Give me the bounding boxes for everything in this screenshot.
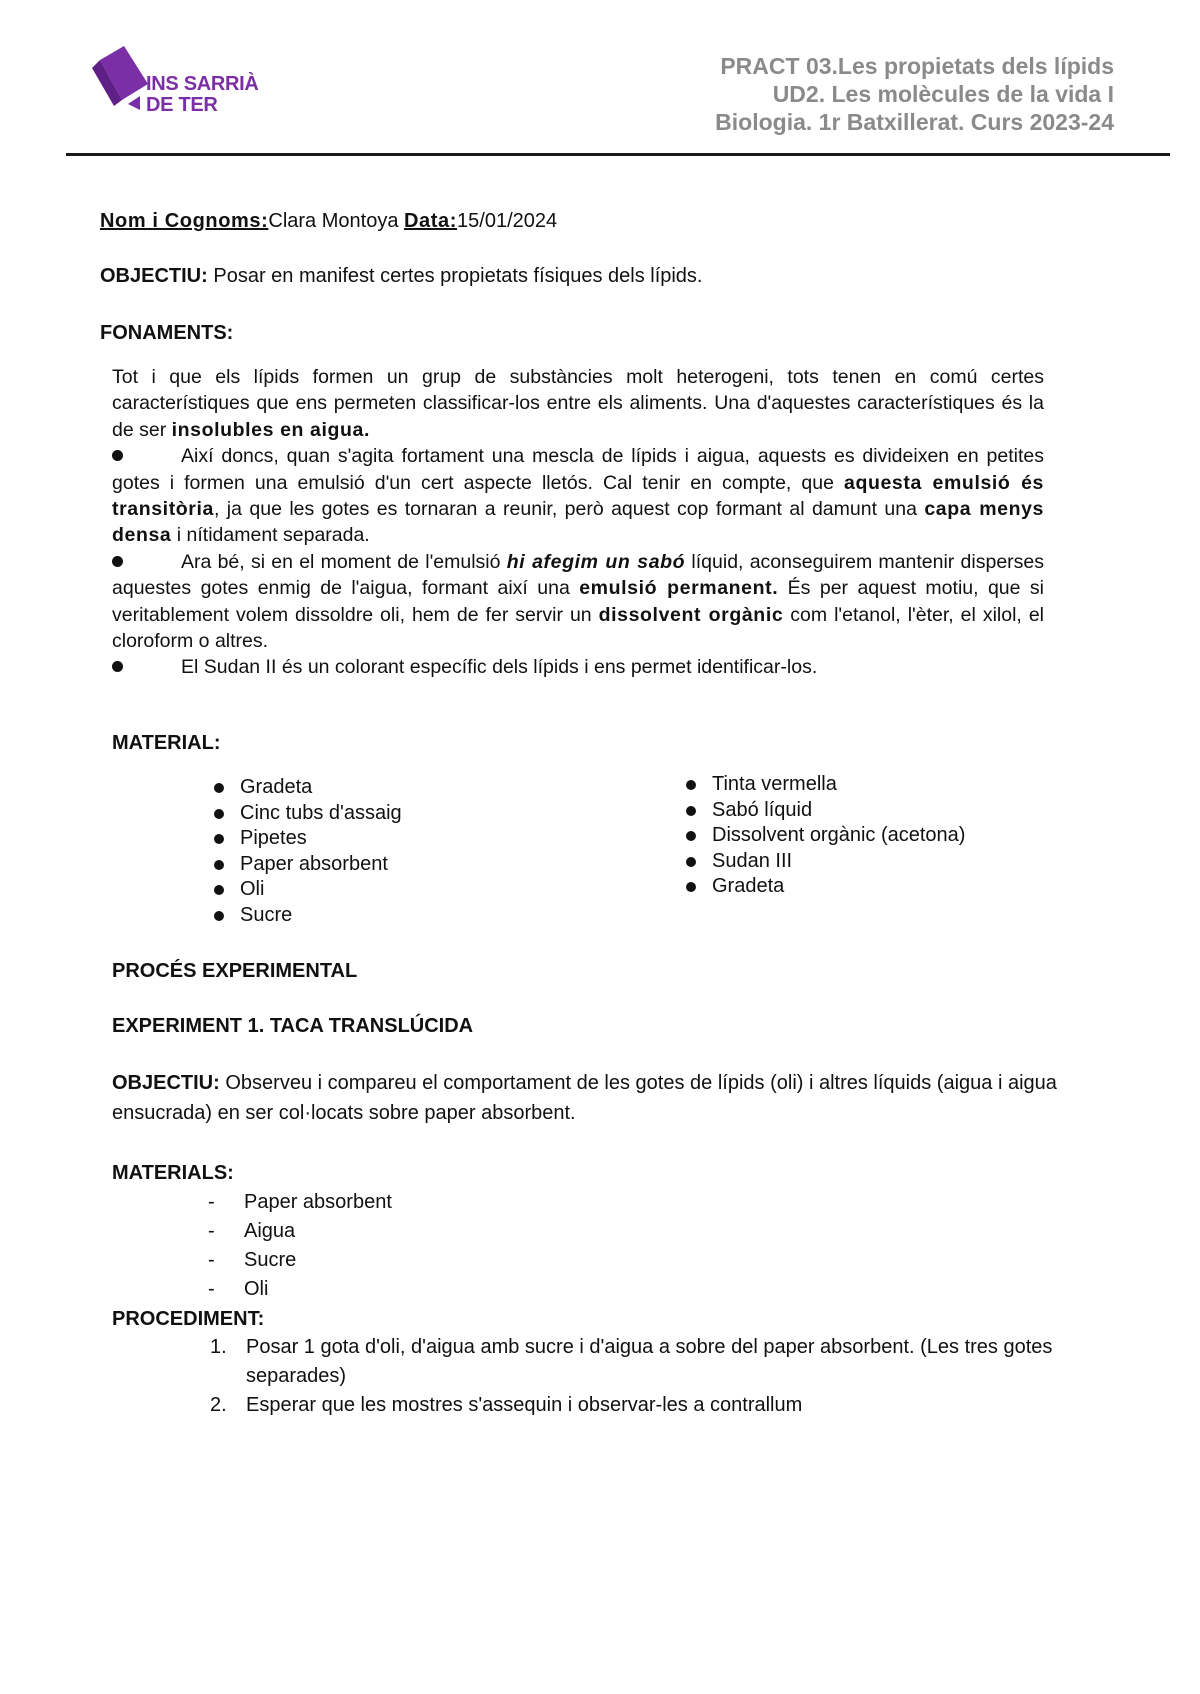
bullet-icon [112,556,123,567]
proces-title: PROCÉS EXPERIMENTAL [112,960,358,982]
list-item: - Aigua [208,1220,296,1242]
bullet-icon [686,882,696,892]
header-unit: UD2. Les molècules de la vida I [772,81,1114,107]
logo-line-1: INS SARRIÀ [146,73,259,95]
date-label: Data: [404,210,458,232]
experiment1-objective-text: Observeu i compareu el comportament de les gotes de lípids (oli) i altres líquids (aigua i aigua ensucrada) en ser col·locats sobre paper absorbent. [112,1072,1057,1124]
objective-label: OBJECTIU: [100,265,208,287]
bullet-icon [214,885,224,895]
list-item: Tinta vermella [680,772,965,798]
date-value: 15/01/2024 [457,210,558,232]
fonaments-title: FONAMENTS: [100,322,234,344]
logo-text [146,74,259,116]
experiment1-title: EXPERIMENT 1. TACA TRANSLÚCIDA [112,1015,474,1037]
header-divider [66,153,1170,156]
fonaments-bullet-1: Així doncs, quan s'agita fortament una mescla de lípids i aigua, aquests es divideixen en petites gotes i formen una emulsió d'un cert aspecte lletós. Cal tenir en compte, que aquesta emulsió és transitòria, ja que les gotes es tornaran a reunir, però aquest cop formant al damunt una capa menys densa i nítidament separada. [112,445,1044,547]
list-item: Gradeta [680,874,965,900]
list-item: Oli [208,877,402,903]
materials-title: MATERIALS: [112,1162,234,1184]
material-title: MATERIAL: [112,732,221,754]
list-item: Sudan III [680,849,965,875]
logo-mark-icon [92,46,152,110]
bullet-icon [112,661,123,672]
fonaments-bullet-2: Ara bé, si en el moment de l'emulsió hi afegim un sabó líquid, aconseguirem mantenir disperses aquestes gotes enmig de l'aigua, formant així una emulsió permanent. És per aquest motiu, que si veritablement volem dissoldre oli, hem de fer servir un dissolvent orgànic com l'etanol, l'èter, el xilol, el cloroform o altres. [112,550,1045,653]
header-course: Biologia. 1r Batxillerat. Curs 2023-24 [715,109,1114,135]
bullet-icon [686,806,696,816]
fonaments-bullet-3: El Sudan II és un colorant específic dels lípids i ens permet identificar-los. [112,654,1044,680]
bullet-icon [686,831,696,841]
fonaments-body [112,364,1044,681]
fonaments-intro: Tot i que els lípids formen un grup de substàncies molt heterogeni, tots tenen en comú certes característiques que ens permeten classificar-los entre els aliments. Una d'aquestes característiques és la de ser insolubles en aigua. [112,366,1044,441]
document-header [715,52,1114,136]
bullet-icon [214,834,224,844]
name-label: Nom i Cognoms: [100,210,269,232]
list-item: 2. Esperar que les mostres s'assequin i observar-les a contrallum [210,1394,803,1416]
bullet-icon [686,780,696,790]
objective-line [100,263,703,289]
list-item: Sucre [208,903,402,929]
list-item: Cinc tubs d'assaig [208,801,402,827]
student-line [100,208,557,234]
list-item: Sabó líquid [680,798,965,824]
list-item: Gradeta [208,775,402,801]
bullet-icon [214,911,224,921]
list-item: Pipetes [208,826,402,852]
procediment-title: PROCEDIMENT: [112,1308,265,1330]
objective-text: Posar en manifest certes propietats físiques dels lípids. [213,265,703,287]
list-item: - Sucre [208,1249,297,1271]
bullet-icon [214,783,224,793]
list-item: - Paper absorbent [208,1191,392,1213]
name-value: Clara Montoya [268,210,399,232]
material-list-1 [208,775,402,928]
experiment1-objective [112,1068,1112,1128]
logo-line-2: DE TER [146,94,218,116]
header-title: PRACT 03.Les propietats dels lípids [720,53,1114,79]
procediment-steps [210,1333,1110,1420]
bullet-icon [214,809,224,819]
material-list-2 [680,772,965,900]
list-item: Dissolvent orgànic (acetona) [680,823,965,849]
bullet-icon [214,860,224,870]
list-item: Paper absorbent [208,852,402,878]
list-item: 1. Posar 1 gota d'oli, d'aigua amb sucre i d'aigua a sobre del paper absorbent. (Les tres gotes separades) [210,1336,1053,1387]
list-item: - Oli [208,1278,269,1300]
materials-list [208,1188,392,1304]
bullet-icon [112,450,123,461]
experiment1-objective-label: OBJECTIU: [112,1072,220,1094]
bullet-icon [686,857,696,867]
